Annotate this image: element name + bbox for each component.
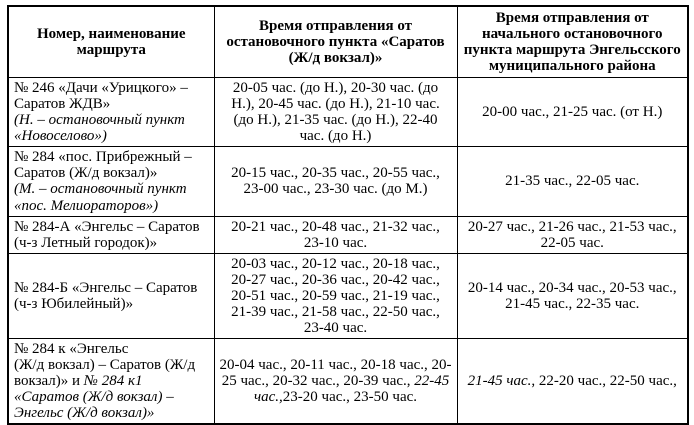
text-segment: № 246 «Дачи «Урицкого» – Саратов ЖДВ» <box>14 80 188 113</box>
saratov-times-cell <box>214 216 457 253</box>
saratov-times-cell <box>214 147 457 216</box>
header-engels-departures-column: Время отправления от начального остановочного пункта маршрута Энгельсского муниципального района <box>457 6 688 78</box>
text-segment: 23-20 час., 23-50 час. <box>282 389 418 406</box>
engels-times-cell <box>457 147 688 216</box>
engels-times-cell <box>457 338 688 424</box>
text-segment: 20-27 час., 21-26 час., 21-53 час., 22-05 час. <box>467 218 677 251</box>
table-row <box>8 216 688 253</box>
text-segment: 20-21 час., 20-48 час., 21-32 час., 23-10 час. <box>231 218 440 251</box>
engels-times-cell <box>457 253 688 338</box>
text-segment: 21-35 час., 22-05 час. <box>505 173 640 190</box>
bus-schedule-table <box>7 5 689 425</box>
text-segment: № 284 к «Энгельс <box>14 340 129 357</box>
table-row <box>8 253 688 338</box>
italic-text-segment: (Н. – остановочный пункт «Новоселово») <box>14 112 185 145</box>
engels-times-cell <box>457 216 688 253</box>
text-segment: (Ж/д вокзал) – Саратов (Ж/д вокзал)» и <box>14 356 196 389</box>
table-body <box>8 78 688 424</box>
saratov-times-cell <box>214 253 457 338</box>
saratov-times-cell <box>214 78 457 147</box>
text-segment: 20-04 час., 20-11 час., 20-18 час., 20-25 час., 20-32 час., 20-39 час., <box>219 356 452 389</box>
italic-text-segment: 21-45 час. <box>467 372 532 389</box>
route-cell <box>8 253 214 338</box>
header-row <box>8 6 688 78</box>
text-segment: № 284-Б «Энгельс – Саратов (ч-з Юбилейный)» <box>14 279 198 312</box>
route-cell <box>8 338 214 424</box>
text-segment: 20-00 час., 21-25 час. (от Н.) <box>482 104 663 121</box>
saratov-times-cell <box>214 338 457 424</box>
italic-text-segment: 22-45 час., <box>253 372 450 406</box>
text-segment: 20-15 час., 20-35 час., 20-55 час., 23-00 час., 23-30 час. (до М.) <box>231 165 440 198</box>
route-cell <box>8 78 214 147</box>
header-saratov-departures-column: Время отправления от остановочного пункта «Саратов (Ж/д вокзал)» <box>214 6 457 78</box>
header-route-column: Номер, наименование маршрута <box>8 6 214 78</box>
text-segment: 20-05 час. (до Н.), 20-30 час. (до Н.), 20-45 час. (до Н.), 21-10 час. (до Н.), 21-35 час. (до Н.), 22-40 час. (до Н.) <box>231 80 440 145</box>
table-header <box>8 6 688 78</box>
route-cell <box>8 147 214 216</box>
table-row <box>8 338 688 424</box>
italic-text-segment: № 284 к1 «Саратов (Ж/д вокзал) – Энгельс (Ж/д вокзал)» <box>14 372 174 422</box>
table-row <box>8 147 688 216</box>
engels-times-cell <box>457 78 688 147</box>
table-row <box>8 78 688 147</box>
text-segment: , 22-20 час., 22-50 час., <box>531 372 677 389</box>
italic-text-segment: (М. – остановочный пункт «пос. Мелиораторов») <box>14 181 187 214</box>
text-segment: № 284 «пос. Прибрежный – Саратов (Ж/д вокзал)» <box>14 149 192 182</box>
text-segment: 20-03 час., 20-12 час., 20-18 час., 20-27 час., 20-36 час., 20-42 час., 20-51 час., 20-59 час., 21-19 час., 21-39 час., 21-58 час., 22-50 час., 23-40 час. <box>231 255 440 336</box>
text-segment: 20-14 час., 20-34 час., 20-53 час., 21-45 час., 22-35 час. <box>467 279 677 312</box>
route-cell <box>8 216 214 253</box>
text-segment: № 284-А «Энгельс – Саратов (ч-з Летный городок)» <box>14 218 200 251</box>
